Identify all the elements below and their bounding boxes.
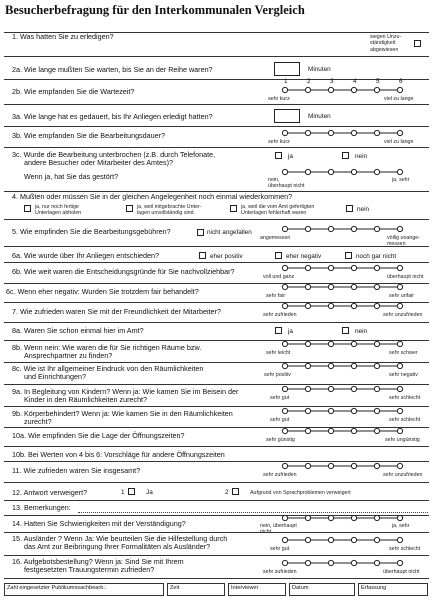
scale-option-6[interactable] xyxy=(397,363,402,368)
q3c-yes-checkbox[interactable] xyxy=(275,152,282,159)
q6c-left-label: sehr fair xyxy=(266,293,286,299)
question-8b-line1: 8b. Wenn nein: Wie waren die für Sie richtigen Räume bzw. xyxy=(12,343,202,352)
scale-option-4[interactable] xyxy=(351,226,356,231)
q6a-pending-checkbox[interactable] xyxy=(345,252,352,259)
scale-option-1[interactable] xyxy=(282,341,287,346)
scale-option-5[interactable] xyxy=(374,408,379,413)
scale-option-4[interactable] xyxy=(351,408,356,413)
question-5: 5. Wie empfinden Sie die Bearbeitungsgebühren? xyxy=(12,227,171,236)
scale-option-2[interactable] xyxy=(305,303,310,308)
question-3c-followup: Wenn ja, hat Sie das gestört? xyxy=(24,172,119,181)
divider xyxy=(4,446,429,447)
scale-option-5[interactable] xyxy=(374,169,379,174)
q6a-positive-label: eher positiv xyxy=(210,253,243,260)
q2a-minutes-input[interactable] xyxy=(274,62,300,76)
scale-option-2[interactable] xyxy=(305,560,310,565)
question-8b-line2: Ansprechpartner zu finden? xyxy=(24,351,113,360)
scale-option-5[interactable] xyxy=(374,537,379,542)
q9b-right-label: sehr schlecht xyxy=(389,417,421,423)
scale-option-2[interactable] xyxy=(305,87,310,92)
q5-right-label: völlig unange- messen xyxy=(387,235,420,247)
scale-option-2[interactable] xyxy=(305,386,310,391)
q9a-left-label: sehr gut xyxy=(270,395,290,401)
scale-option-4[interactable] xyxy=(351,130,356,135)
scale-option-5[interactable] xyxy=(374,428,379,433)
q3c-no-checkbox[interactable] xyxy=(342,152,349,159)
q2a-minutes-label: Minuten xyxy=(308,66,331,73)
q5-left-label: angemessen xyxy=(260,235,291,241)
q1-rejected-checkbox[interactable] xyxy=(414,40,421,47)
scale-option-5[interactable] xyxy=(374,386,379,391)
q8a-no-label: nein xyxy=(355,328,368,335)
q3b-left-label: sehr kurz xyxy=(268,139,290,145)
scale-number-5: 5 xyxy=(376,78,380,85)
scale-option-4[interactable] xyxy=(351,265,356,270)
q12-yes-label: Ja xyxy=(146,489,153,496)
scale-number-3: 3 xyxy=(330,78,334,85)
question-7: 7. Wie zufrieden waren Sie mit der Freundlichkeit der Mitarbeiter? xyxy=(12,307,221,316)
q3c-no-label: nein xyxy=(355,153,368,160)
divider xyxy=(4,555,429,556)
scale-option-5[interactable] xyxy=(374,515,379,520)
scale-number-6: 6 xyxy=(399,78,403,85)
divider xyxy=(4,104,429,105)
q3b-right-label: viel zu lange xyxy=(384,139,414,145)
scale-option-2[interactable] xyxy=(305,226,310,231)
q3b-rating-scale[interactable] xyxy=(0,129,433,137)
q6b-left-label: voll und ganz xyxy=(263,274,295,280)
q12-code-1: 1 xyxy=(121,489,125,496)
scale-option-2[interactable] xyxy=(305,408,310,413)
q9b-left-label: sehr gut xyxy=(270,417,290,423)
question-8a: 8a. Waren Sie schon einmal hier im Amt? xyxy=(12,326,144,335)
q15-right-label: sehr schlecht xyxy=(389,546,421,552)
q8c-left-label: sehr positiv xyxy=(264,372,291,378)
q3c-left-label: nein, überhaupt nicht xyxy=(268,177,305,189)
remarks-line[interactable] xyxy=(78,512,428,513)
q6c-rating-scale[interactable] xyxy=(0,283,433,291)
q3a-minutes-label: Minuten xyxy=(308,113,331,120)
q3c-right-label: ja, sehr xyxy=(392,177,410,183)
q14-rating-scale[interactable] xyxy=(0,514,433,522)
scale-option-4[interactable] xyxy=(351,341,356,346)
q7-left-label: sehr zufrieden xyxy=(263,312,297,318)
question-3c-line2: andere Besucher oder Mitarbeiter des Amtes)? xyxy=(24,158,174,167)
q6b-rating-scale[interactable] xyxy=(0,264,433,272)
scale-option-3[interactable] xyxy=(328,363,333,368)
scale-option-1[interactable] xyxy=(282,428,287,433)
q6a-negative-label: eher negativ xyxy=(286,253,322,260)
q2b-left-label: sehr kurz xyxy=(268,96,290,102)
q4-option4-label: nein xyxy=(357,206,370,213)
q10a-left-label: sehr günstig xyxy=(266,437,295,443)
scale-option-5[interactable] xyxy=(374,560,379,565)
question-9a-line2: Kinder in den Räumlichkeiten zurecht? xyxy=(24,395,148,404)
scale-option-2[interactable] xyxy=(305,537,310,542)
scale-option-3[interactable] xyxy=(328,560,333,565)
scale-option-4[interactable] xyxy=(351,284,356,289)
question-16-line2: festgesetzten Trauungstermin zufrieden? xyxy=(24,565,155,574)
q4-option1-label: ja, nur noch fertige Unterlagen abholen xyxy=(35,204,82,216)
scale-option-1[interactable] xyxy=(282,386,287,391)
question-3a: 3a. Wie lange hat es gedauert, bis Ihr Anliegen erledigt hatten? xyxy=(12,112,213,121)
q15-rating-scale[interactable] xyxy=(0,536,433,544)
footer-staff-count-field[interactable]: Zahl eingesetzter Publikumssachbearb.: xyxy=(4,583,164,596)
question-6c: 6c. Wenn eher negativ: Wurden Sie trotzdem fair behandelt? xyxy=(6,287,199,296)
scale-option-2[interactable] xyxy=(305,515,310,520)
footer-date-field[interactable]: Datum xyxy=(289,583,355,596)
q9a-right-label: sehr schlecht xyxy=(389,395,421,401)
scale-option-6[interactable] xyxy=(397,386,402,391)
divider xyxy=(4,262,429,263)
scale-option-4[interactable] xyxy=(351,515,356,520)
q14-left-label: nein, überhaupt nicht xyxy=(260,523,297,535)
question-3b: 3b. Wie empfanden Sie die Bearbeitungsdauer? xyxy=(12,131,166,140)
scale-option-6[interactable] xyxy=(397,408,402,413)
scale-number-1: 1 xyxy=(284,78,288,85)
q8a-yes-checkbox[interactable] xyxy=(275,327,282,334)
scale-option-6[interactable] xyxy=(397,87,402,92)
scale-option-3[interactable] xyxy=(328,515,333,520)
scale-option-1[interactable] xyxy=(282,265,287,270)
question-3c-line1: 3c. Wurde die Bearbeitung unterbrochen (z.B. durch Telefonate, xyxy=(12,150,216,159)
q4-option1-checkbox[interactable] xyxy=(24,205,31,212)
question-6b: 6b. Wie weit waren die Entscheidungsgründe für Sie nachvollziehbar? xyxy=(12,267,235,276)
question-9a-line1: 9a. In Begleitung von Kindern? Wenn ja: Wie kamen Sie im Beisein der xyxy=(12,387,239,396)
scale-option-6[interactable] xyxy=(397,428,402,433)
question-10a: 10a. Wie empfinden Sie die Lage der Öffnungszeiten? xyxy=(12,431,185,440)
question-8c-line2: und Einrichtungen? xyxy=(24,372,86,381)
q5-not-incurred-label: nicht angefallen xyxy=(207,229,252,236)
scale-option-1[interactable] xyxy=(282,169,287,174)
page-title: Besucherbefragung für den Interkommunalen Vergleich xyxy=(5,3,305,17)
scale-option-3[interactable] xyxy=(328,226,333,231)
q12-yes-checkbox[interactable] xyxy=(128,488,135,495)
scale-option-6[interactable] xyxy=(397,265,402,270)
q8b-left-label: sehr leicht xyxy=(266,350,291,356)
scale-option-4[interactable] xyxy=(351,303,356,308)
q6a-negative-checkbox[interactable] xyxy=(275,252,282,259)
q8b-rating-scale[interactable] xyxy=(0,340,433,348)
divider xyxy=(4,246,429,247)
scale-option-2[interactable] xyxy=(305,463,310,468)
question-16-line1: 16. Aufgebotsbestellung? Wenn ja: Sind Sie mit Ihrem xyxy=(12,557,184,566)
q6a-positive-checkbox[interactable] xyxy=(199,252,206,259)
q15-left-label: sehr gut xyxy=(270,546,290,552)
scale-option-5[interactable] xyxy=(374,363,379,368)
q4-option2-label: ja, weil mitgebrachte Unter- lagen unvollständig sind xyxy=(137,204,202,216)
question-9b-line1: 9b. Körperbehindert? Wenn ja: Wie kamen Sie in den Räumlichkeiten xyxy=(12,409,233,418)
scale-option-4[interactable] xyxy=(351,560,356,565)
q11-left-label: sehr zufrieden xyxy=(263,472,297,478)
divider xyxy=(4,578,429,579)
footer-interviewer-field[interactable]: Interviewer xyxy=(228,583,286,596)
divider xyxy=(4,79,429,80)
scale-option-3[interactable] xyxy=(328,537,333,542)
q4-option4-checkbox[interactable] xyxy=(346,205,353,212)
scale-option-6[interactable] xyxy=(397,537,402,542)
q2b-right-label: viel zu lange xyxy=(384,96,414,102)
q3c-disturbed-scale[interactable] xyxy=(0,168,433,176)
question-9b-line2: zurecht? xyxy=(24,417,52,426)
q1-rejected-label: wegen Unzu- ständigkeit abgewiesen xyxy=(370,34,402,53)
scale-option-3[interactable] xyxy=(328,341,333,346)
divider xyxy=(4,532,429,533)
question-2b: 2b. Wie empfanden Sie die Wartezeit? xyxy=(12,87,135,96)
scale-option-1[interactable] xyxy=(282,284,287,289)
q8a-yes-label: ja xyxy=(288,328,293,335)
scale-option-3[interactable] xyxy=(328,284,333,289)
q4-option3-checkbox[interactable] xyxy=(230,205,237,212)
scale-option-6[interactable] xyxy=(397,303,402,308)
question-1: 1. Was hatten Sie zu erledigen? xyxy=(12,32,114,41)
q16-right-label: überhaupt nicht xyxy=(383,569,420,575)
question-14: 14. Hatten Sie Schwierigkeiten mit der Verständigung? xyxy=(12,519,186,528)
scale-option-4[interactable] xyxy=(351,537,356,542)
scale-option-3[interactable] xyxy=(328,87,333,92)
q2b-rating-scale[interactable] xyxy=(0,86,433,94)
question-10b: 10b. Bei Werten von 4 bis 6: Vorschläge für andere Öffnungszeiten xyxy=(12,450,225,459)
q9b-rating-scale[interactable] xyxy=(0,407,433,415)
question-13: 13. Bemerkungen: xyxy=(12,503,71,512)
scale-option-4[interactable] xyxy=(351,169,356,174)
q6c-right-label: sehr unfair xyxy=(389,293,415,299)
scale-option-1[interactable] xyxy=(282,87,287,92)
q3c-yes-label: ja xyxy=(288,153,293,160)
scale-option-6[interactable] xyxy=(397,515,402,520)
divider xyxy=(4,56,429,57)
q7-right-label: sehr unzufrieden xyxy=(383,312,423,318)
q10a-right-label: sehr ungünstig xyxy=(385,437,420,443)
scale-option-6[interactable] xyxy=(397,169,402,174)
scale-number-4: 4 xyxy=(353,78,357,85)
question-4: 4. Mußten oder müssen Sie in der gleichen Angelegenheit noch einmal wiederkommen? xyxy=(12,192,293,201)
scale-option-5[interactable] xyxy=(374,463,379,468)
q11-right-label: sehr unzufrieden xyxy=(383,472,423,478)
q8b-right-label: sehr schwer xyxy=(389,350,418,356)
scale-option-1[interactable] xyxy=(282,130,287,135)
scale-option-3[interactable] xyxy=(328,408,333,413)
scale-option-5[interactable] xyxy=(374,284,379,289)
scale-option-2[interactable] xyxy=(305,428,310,433)
question-12: 12. Antwort verweigert? xyxy=(12,488,88,497)
q4-option2-checkbox[interactable] xyxy=(126,205,133,212)
scale-option-2[interactable] xyxy=(305,341,310,346)
scale-option-6[interactable] xyxy=(397,284,402,289)
question-11: 11. Wie zufrieden waren Sie insgesamt? xyxy=(12,466,141,475)
scale-option-3[interactable] xyxy=(328,463,333,468)
scale-option-5[interactable] xyxy=(374,226,379,231)
scale-option-1[interactable] xyxy=(282,537,287,542)
divider xyxy=(4,322,429,323)
question-6a: 6a. Wie wurde über Ihr Anliegen entschieden? xyxy=(12,251,160,260)
q11-rating-scale[interactable] xyxy=(0,462,433,470)
divider xyxy=(4,500,429,501)
q6b-right-label: überhaupt nicht xyxy=(387,274,424,280)
q12-language-label: Aufgrund von Sprachproblemen verweigert xyxy=(250,490,351,496)
divider xyxy=(4,126,429,127)
q12-code-2: 2 xyxy=(225,489,229,496)
scale-option-1[interactable] xyxy=(282,515,287,520)
q8a-no-checkbox[interactable] xyxy=(342,327,349,334)
scale-option-3[interactable] xyxy=(328,265,333,270)
scale-option-4[interactable] xyxy=(351,463,356,468)
scale-option-4[interactable] xyxy=(351,87,356,92)
q12-language-checkbox[interactable] xyxy=(232,488,239,495)
question-2a: 2a. Wie lange mußten Sie warten, bis Sie an der Reihe waren? xyxy=(12,65,213,74)
q6a-pending-label: noch gar nicht xyxy=(356,253,397,260)
divider xyxy=(4,219,429,220)
scale-option-2[interactable] xyxy=(305,363,310,368)
scale-option-2[interactable] xyxy=(305,130,310,135)
scale-option-4[interactable] xyxy=(351,363,356,368)
question-15-line2: das Amt zur Beibringung Ihrer Formalitäten als Ausländer? xyxy=(24,542,211,551)
scale-option-2[interactable] xyxy=(305,265,310,270)
scale-option-1[interactable] xyxy=(282,226,287,231)
q7-rating-scale[interactable] xyxy=(0,302,433,310)
q14-right-label: ja, sehr xyxy=(392,523,410,529)
scale-option-1[interactable] xyxy=(282,408,287,413)
scale-option-5[interactable] xyxy=(374,87,379,92)
scale-option-5[interactable] xyxy=(374,303,379,308)
question-8c-line1: 8c. Wie ist Ihr allgemeiner Eindruck von den Räumlichkeiten xyxy=(12,364,204,373)
q16-rating-scale[interactable] xyxy=(0,559,433,567)
scale-option-6[interactable] xyxy=(397,226,402,231)
q16-left-label: sehr zufrieden xyxy=(263,569,297,575)
scale-option-1[interactable] xyxy=(282,303,287,308)
scale-option-3[interactable] xyxy=(328,169,333,174)
scale-option-5[interactable] xyxy=(374,265,379,270)
q10a-rating-scale[interactable] xyxy=(0,427,433,435)
scale-option-2[interactable] xyxy=(305,284,310,289)
q8c-right-label: sehr negativ xyxy=(389,372,418,378)
scale-option-4[interactable] xyxy=(351,428,356,433)
divider xyxy=(4,482,429,483)
q5-rating-scale[interactable] xyxy=(0,225,433,233)
scale-option-3[interactable] xyxy=(328,130,333,135)
q3a-minutes-input[interactable] xyxy=(274,109,300,123)
scale-option-6[interactable] xyxy=(397,341,402,346)
scale-option-4[interactable] xyxy=(351,386,356,391)
footer-time-field[interactable]: Zeit xyxy=(167,583,225,596)
scale-option-2[interactable] xyxy=(305,169,310,174)
scale-option-6[interactable] xyxy=(397,560,402,565)
scale-option-3[interactable] xyxy=(328,386,333,391)
scale-option-5[interactable] xyxy=(374,130,379,135)
question-15-line1: 15. Ausländer ? Wenn Ja: Wie beurteilen Sie die Hilfestellung durch xyxy=(12,534,228,543)
q4-option3-label: ja, weil die vom Amt gefertigten Unterlagen fehlerhaft waren xyxy=(241,204,315,216)
divider xyxy=(4,147,429,148)
scale-option-5[interactable] xyxy=(374,341,379,346)
scale-option-1[interactable] xyxy=(282,463,287,468)
q8c-rating-scale[interactable] xyxy=(0,362,433,370)
scale-option-6[interactable] xyxy=(397,463,402,468)
scale-number-2: 2 xyxy=(307,78,311,85)
footer-entry-field[interactable]: Erfassung xyxy=(358,583,428,596)
scale-option-3[interactable] xyxy=(328,303,333,308)
scale-option-1[interactable] xyxy=(282,560,287,565)
scale-option-6[interactable] xyxy=(397,130,402,135)
q9a-rating-scale[interactable] xyxy=(0,385,433,393)
scale-option-1[interactable] xyxy=(282,363,287,368)
scale-option-3[interactable] xyxy=(328,428,333,433)
